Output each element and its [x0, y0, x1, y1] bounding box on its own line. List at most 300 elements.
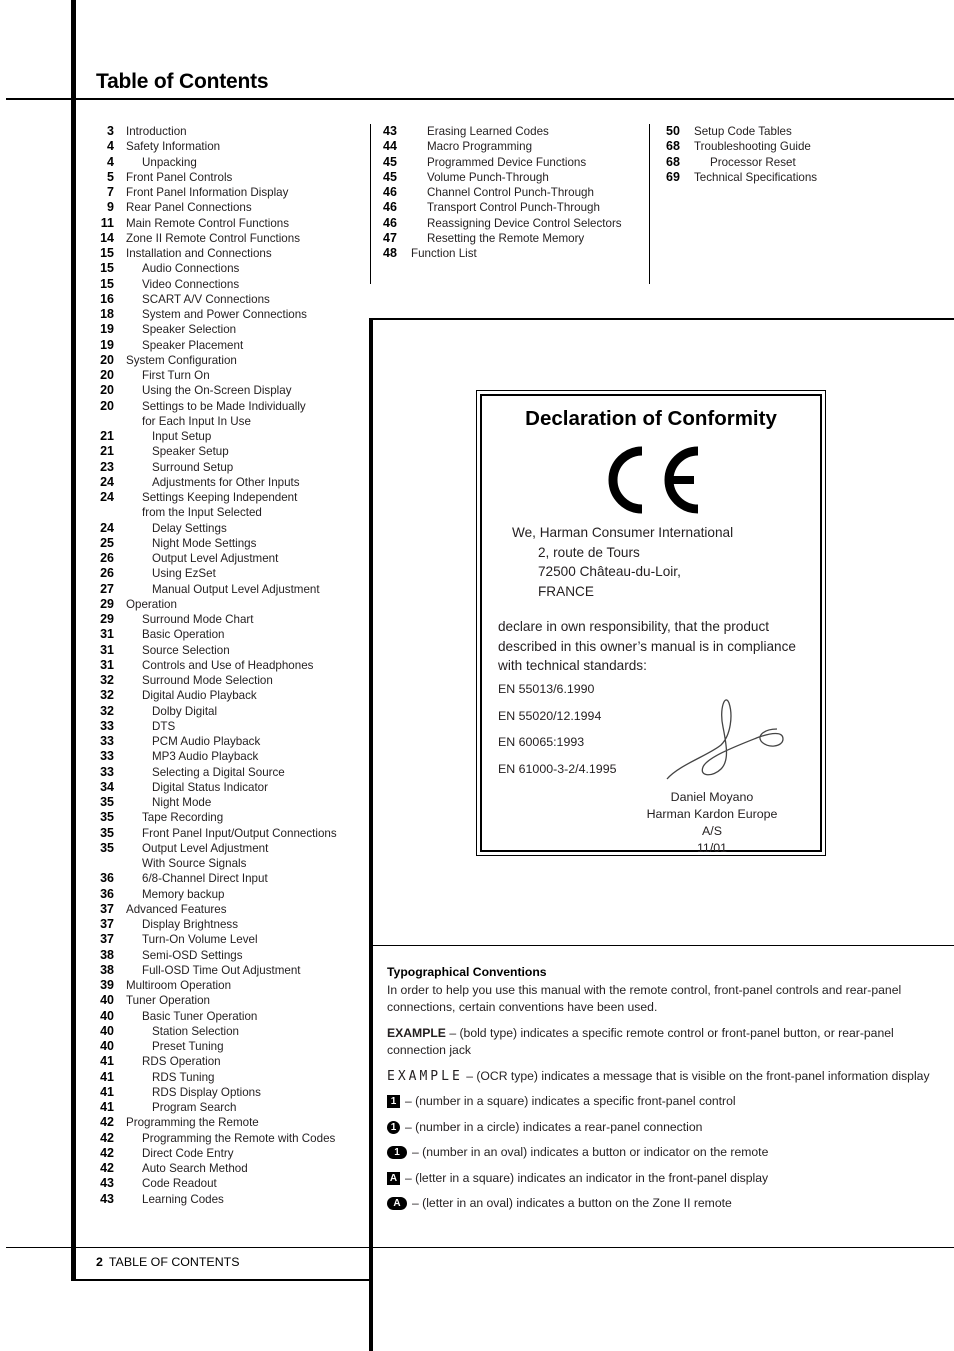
convention-symbol-circle-icon: 1: [387, 1121, 400, 1134]
toc-title: Setup Code Tables: [694, 125, 792, 138]
toc-title: Audio Connections: [142, 262, 240, 276]
toc-title: Code Readout: [142, 1177, 217, 1191]
toc-page-number: 35: [100, 840, 114, 855]
toc-entry: [94, 643, 364, 658]
footer-label: TABLE OF CONTENTS: [108, 1255, 240, 1269]
toc-title: Macro Programming: [427, 140, 533, 154]
toc-page-number: 15: [100, 261, 114, 276]
toc-entry: [94, 124, 364, 139]
toc-title: System Configuration: [126, 353, 237, 367]
toc-page-number: 34: [100, 779, 114, 794]
toc-entry: [94, 1009, 364, 1024]
declaration-statement: [498, 617, 796, 676]
toc-page-number: 33: [100, 734, 114, 748]
toc-title: Output Level Adjustment: [152, 552, 279, 565]
toc-title: Introduction: [126, 125, 187, 138]
toc-title: Speaker Selection: [142, 323, 237, 337]
toc-page-number: 4: [107, 154, 114, 169]
toc-title: RDS Tuning: [152, 1070, 215, 1084]
toc-page-number: 4: [107, 139, 114, 154]
ocr-example-desc: – (OCR type) indicates a message that is visible on the front-panel information display: [466, 1068, 930, 1083]
toc-entry: [94, 307, 364, 322]
signatory-name: Daniel Moyano: [670, 790, 754, 804]
toc-entry: [94, 719, 364, 734]
toc-title: RDS Operation: [142, 1055, 221, 1069]
toc-title: Manual Output Level Adjustment: [152, 582, 320, 596]
toc-entry: [94, 261, 364, 276]
toc-title: Installation and Connections: [126, 247, 272, 260]
convention-item: [387, 1115, 932, 1141]
toc-title: Full-OSD Time Out Adjustment: [142, 963, 301, 977]
toc-page-number: 21: [100, 429, 114, 443]
declaration-title: Declaration of Conformity: [525, 407, 777, 430]
toc-page-number: 19: [100, 337, 114, 352]
toc-title: Settings Keeping Independent: [142, 491, 298, 504]
toc-entry: [94, 292, 364, 307]
toc-entry: [94, 490, 364, 505]
toc-page-number: 48: [383, 246, 397, 260]
toc-title: Surround Setup: [152, 460, 234, 474]
standard-item: EN 55013/6.1990: [498, 682, 595, 696]
convention-symbol-oval-icon: A: [387, 1197, 407, 1210]
toc-entry: [94, 277, 364, 292]
toc-page-number: 36: [100, 886, 114, 901]
toc-entry: [94, 460, 364, 475]
toc-title: Technical Specifications: [694, 170, 818, 184]
toc-page-number: 50: [666, 124, 680, 138]
toc-entry: [383, 185, 643, 200]
col-divider-2: [649, 124, 650, 284]
toc-page-number: 31: [100, 642, 114, 657]
toc-page-number: 69: [666, 169, 680, 184]
toc-title: Turn-On Volume Level: [142, 933, 258, 947]
footer-page-number: 2: [96, 1255, 103, 1269]
toc-entry: [94, 536, 364, 551]
toc-title: Programming the Remote with Codes: [142, 1131, 336, 1145]
toc-title: Video Connections: [142, 277, 240, 291]
statement-line: with technical standards:: [498, 658, 647, 673]
toc-title: First Turn On: [142, 369, 210, 382]
toc-title: Function List: [411, 247, 477, 260]
signatory-date: 11/01: [696, 841, 728, 855]
toc-entry: [94, 826, 364, 841]
toc-title: Preset Tuning: [152, 1040, 224, 1053]
toc-page-number: 27: [100, 581, 114, 596]
toc-entry: [94, 414, 364, 429]
toc-page-number: 41: [100, 1054, 114, 1069]
toc-entry: [94, 841, 364, 856]
toc-title: Semi-OSD Settings: [142, 948, 243, 962]
typo-bold-example: [387, 1025, 932, 1060]
toc-entry: [94, 993, 364, 1008]
toc-title: Programming the Remote: [126, 1116, 259, 1130]
toc-entry: [94, 170, 364, 185]
toc-page-number: 20: [100, 352, 114, 367]
toc-entry: [94, 887, 364, 902]
toc-title: Source Selection: [142, 643, 230, 657]
page-footer: [96, 1255, 239, 1269]
toc-entry: [94, 597, 364, 612]
convention-desc: – (letter in an oval) indicates a button on the Zone II remote: [412, 1196, 732, 1210]
toc-title: Troubleshooting Guide: [694, 140, 811, 154]
toc-column-1: [94, 124, 364, 1207]
convention-desc: – (letter in a square) indicates an indicator in the front-panel display: [405, 1170, 769, 1185]
footer-rule: [6, 1247, 954, 1248]
toc-title: Selecting a Digital Source: [152, 765, 285, 779]
footer-bottom-rule: [71, 1279, 371, 1281]
toc-title: Controls and Use of Headphones: [142, 658, 314, 672]
toc-page-number: 41: [100, 1084, 114, 1099]
toc-entry: [94, 795, 364, 810]
toc-page-number: 7: [107, 185, 114, 199]
toc-title: Direct Code Entry: [142, 1146, 234, 1160]
toc-page-number: 46: [383, 185, 397, 199]
toc-page-number: 37: [100, 917, 114, 931]
toc-entry: [94, 1146, 364, 1161]
toc-entry: [94, 231, 364, 246]
standard-item: EN 60065:1993: [498, 735, 585, 749]
toc-page-number: 18: [100, 307, 114, 321]
toc-page-number: 15: [100, 276, 114, 291]
toc-entry: [94, 338, 364, 353]
toc-entry: [94, 765, 364, 780]
toc-title: Adjustments for Other Inputs: [152, 475, 300, 489]
toc-title: Resetting the Remote Memory: [427, 231, 585, 245]
toc-page-number: 47: [383, 230, 397, 245]
toc-title: Settings to be Made Individually: [142, 399, 306, 413]
toc-page-number: 43: [383, 124, 397, 138]
address-line: We, Harman Consumer International: [512, 525, 734, 540]
toc-entry: [94, 246, 364, 261]
convention-desc: – (number in an oval) indicates a button or indicator on the remote: [412, 1145, 769, 1159]
declaration-box: [476, 390, 826, 856]
toc-page-number: 20: [100, 383, 114, 398]
toc-entry: [94, 856, 364, 871]
toc-title: Basic Tuner Operation: [142, 1009, 258, 1023]
toc-entry: [94, 1024, 364, 1039]
statement-line: described in this owner’s manual is in compliance: [498, 638, 796, 654]
toc-page-number: 3: [107, 124, 114, 138]
toc-page-number: 37: [100, 901, 114, 916]
toc-entry: [94, 1115, 364, 1130]
toc-entry: [383, 155, 643, 170]
convention-symbol-square-icon: A: [387, 1172, 400, 1185]
toc-title: MP3 Audio Playback: [152, 750, 259, 764]
toc-title: Transport Control Punch-Through: [427, 201, 600, 215]
toc-title: Safety Information: [126, 140, 221, 154]
convention-symbol-oval-icon: 1: [387, 1146, 407, 1159]
toc-page-number: 36: [100, 871, 114, 886]
toc-title: Programmed Device Functions: [427, 155, 587, 169]
ocr-example-word: EXAMPLE: [387, 1068, 463, 1084]
toc-entry: [94, 582, 364, 597]
toc-entry: [94, 963, 364, 978]
toc-page-number: 42: [100, 1130, 114, 1145]
toc-page-number: 42: [100, 1145, 114, 1160]
toc-title: Tape Recording: [142, 811, 224, 825]
toc-entry: [94, 1192, 364, 1207]
convention-desc: – (number in a square) indicates a specific front-panel control: [405, 1094, 736, 1108]
toc-title: Dolby Digital: [152, 704, 218, 718]
page-title: Table of Contents: [96, 70, 269, 93]
toc-entry: [94, 627, 364, 642]
toc-page-number: 44: [383, 139, 397, 154]
toc-title: Speaker Setup: [152, 445, 229, 459]
declaration-address: [512, 523, 733, 601]
toc-entry: [94, 673, 364, 688]
toc-title: PCM Audio Playback: [152, 735, 261, 748]
toc-title: Input Setup: [152, 430, 212, 443]
toc-title: from the Input Selected: [142, 506, 262, 520]
toc-title: Digital Status Indicator: [152, 780, 268, 794]
toc-page-number: 32: [100, 703, 114, 718]
toc-page-number: 14: [100, 230, 114, 245]
toc-title: Delay Settings: [152, 521, 227, 535]
signatory-block: [637, 789, 787, 857]
toc-title: Night Mode: [152, 796, 212, 809]
toc-entry: [94, 658, 364, 673]
toc-title: Processor Reset: [710, 155, 796, 169]
toc-title: RDS Display Options: [152, 1085, 261, 1099]
toc-entry: [94, 444, 364, 459]
toc-page-number: 33: [100, 718, 114, 733]
ce-mark-icon: [605, 445, 705, 515]
toc-page-number: 35: [100, 810, 114, 825]
toc-title: Reassigning Device Control Selectors: [427, 216, 622, 230]
toc-page-number: 23: [100, 459, 114, 474]
toc-page-number: 33: [100, 749, 114, 764]
toc-page-number: 43: [100, 1176, 114, 1191]
toc-title: Advanced Features: [126, 902, 227, 916]
convention-item: [387, 1140, 932, 1166]
toc-title: Erasing Learned Codes: [427, 125, 549, 138]
convention-list: [387, 1089, 932, 1217]
toc-page-number: 40: [100, 1008, 114, 1023]
toc-entry: [94, 551, 364, 566]
toc-title: Using EzSet: [152, 567, 216, 581]
toc-title: Surround Mode Chart: [142, 613, 254, 626]
toc-entry: [94, 780, 364, 795]
toc-title: Basic Operation: [142, 628, 225, 642]
toc-entry: [94, 704, 364, 719]
toc-page-number: 38: [100, 947, 114, 962]
toc-column-3: [666, 124, 946, 185]
standard-item: EN 55020/12.1994: [498, 709, 602, 723]
toc-page-number: 45: [383, 169, 397, 184]
toc-entry: [94, 1070, 364, 1085]
convention-item: [387, 1166, 932, 1192]
toc-entry: [94, 978, 364, 993]
toc-entry: [94, 1100, 364, 1115]
signature-icon: [659, 695, 789, 785]
toc-entry: [94, 1085, 364, 1100]
toc-entry: [94, 383, 364, 398]
toc-entry: [94, 216, 364, 231]
toc-title: Rear Panel Connections: [126, 201, 252, 215]
toc-entry: [94, 353, 364, 368]
left-vertical-bar: [71, 0, 76, 1281]
toc-entry: [94, 1161, 364, 1176]
toc-page-number: 40: [100, 1039, 114, 1053]
right-top-rule: [369, 318, 954, 320]
bold-example-desc: – (bold type) indicates a specific remote control or front-panel button, or rear-panel connection jack: [387, 1025, 894, 1057]
toc-title: Speaker Placement: [142, 338, 244, 352]
typo-intro: In order to help you use this manual with the remote control, front-panel controls and rear-panel connections, certain conventions have been used.: [387, 982, 902, 1014]
toc-page-number: 41: [100, 1100, 114, 1114]
toc-page-number: 24: [100, 474, 114, 489]
convention-symbol-square-icon: 1: [387, 1095, 400, 1108]
toc-entry: [383, 246, 643, 261]
toc-page-number: 37: [100, 932, 114, 947]
toc-entry: [383, 139, 643, 154]
toc-page-number: 24: [100, 490, 114, 504]
toc-title: Station Selection: [152, 1024, 240, 1038]
toc-title: With Source Signals: [142, 857, 247, 870]
toc-title: for Each Input In Use: [142, 414, 251, 428]
toc-title: Front Panel Information Display: [126, 186, 289, 199]
toc-title: Learning Codes: [142, 1192, 224, 1206]
toc-page-number: 29: [100, 612, 114, 626]
address-line: 72500 Château-du-Loir,: [538, 564, 681, 579]
toc-page-number: 15: [100, 246, 114, 260]
toc-entry: [666, 124, 946, 139]
center-vertical-bar: [369, 319, 373, 1351]
toc-page-number: 19: [100, 322, 114, 337]
toc-entry: [94, 688, 364, 703]
toc-title: Night Mode Settings: [152, 536, 257, 550]
toc-page-number: 45: [383, 154, 397, 169]
toc-title: Front Panel Controls: [126, 170, 233, 184]
toc-entry: [383, 124, 643, 139]
toc-entry: [94, 475, 364, 490]
toc-page-number: 26: [100, 551, 114, 565]
toc-entry: [94, 399, 364, 414]
toc-entry: [94, 200, 364, 215]
toc-page-number: 41: [100, 1069, 114, 1084]
toc-entry: [94, 917, 364, 932]
toc-page-number: 46: [383, 200, 397, 215]
toc-entry: [94, 932, 364, 947]
toc-entry: [383, 216, 643, 231]
toc-title: System and Power Connections: [142, 308, 307, 321]
toc-page-number: 11: [100, 215, 114, 230]
toc-page-number: 42: [100, 1115, 114, 1130]
toc-title: Digital Audio Playback: [142, 689, 257, 703]
toc-title: Memory backup: [142, 887, 225, 901]
toc-entry: [94, 155, 364, 170]
typo-heading: Typographical Conventions: [387, 965, 547, 979]
toc-page-number: 24: [100, 520, 114, 535]
address-line: 2, route de Tours: [538, 544, 640, 560]
bold-example-word: EXAMPLE: [387, 1025, 446, 1040]
toc-entry: [94, 902, 364, 917]
toc-title: DTS: [152, 719, 176, 733]
typo-top-rule: [373, 945, 954, 946]
toc-page-number: 32: [100, 688, 114, 703]
toc-entry: [94, 368, 364, 383]
toc-title: Program Search: [152, 1101, 237, 1114]
toc-entry: [383, 200, 643, 215]
toc-page-number: 35: [100, 825, 114, 840]
toc-page-number: 31: [100, 657, 114, 672]
toc-page-number: 16: [100, 291, 114, 306]
toc-entry: [94, 185, 364, 200]
toc-title: Main Remote Control Functions: [126, 216, 290, 230]
toc-title: Surround Mode Selection: [142, 674, 273, 687]
statement-line: declare in own responsibility, that the product: [498, 619, 770, 634]
toc-entry: [94, 1131, 364, 1146]
toc-entry: [94, 749, 364, 764]
toc-page-number: 9: [107, 200, 114, 215]
toc-page-number: 31: [100, 627, 114, 642]
toc-title: Display Brightness: [142, 918, 239, 931]
toc-page-number: 32: [100, 673, 114, 687]
toc-title: Auto Search Method: [142, 1162, 248, 1175]
toc-page-number: 43: [100, 1191, 114, 1206]
toc-title: Operation: [126, 597, 177, 611]
toc-title: Front Panel Input/Output Connections: [142, 826, 337, 840]
toc-title: Using the On-Screen Display: [142, 384, 292, 398]
toc-page-number: 20: [100, 398, 114, 413]
typo-ocr-example: [387, 1068, 932, 1086]
signatory-company: Harman Kardon Europe A/S: [646, 807, 778, 838]
toc-entry: [94, 1176, 364, 1191]
toc-entry: [666, 155, 946, 170]
toc-entry: [666, 170, 946, 185]
toc-page-number: 38: [100, 962, 114, 977]
address-line: FRANCE: [538, 583, 594, 599]
toc-entry: [94, 612, 364, 627]
toc-title: Zone II Remote Control Functions: [126, 231, 300, 245]
toc-page-number: 68: [666, 139, 680, 154]
convention-item: [387, 1089, 932, 1115]
toc-page-number: 35: [100, 795, 114, 809]
standard-item: EN 61000-3-2/4.1995: [498, 762, 617, 776]
toc-entry: [94, 948, 364, 963]
toc-title: Tuner Operation: [126, 994, 210, 1008]
toc-entry: [94, 322, 364, 337]
toc-page-number: 42: [100, 1161, 114, 1175]
toc-page-number: 21: [100, 444, 114, 459]
toc-page-number: 40: [100, 993, 114, 1008]
toc-title: Channel Control Punch-Through: [427, 186, 594, 199]
toc-title: Volume Punch-Through: [427, 170, 549, 184]
toc-page-number: 33: [100, 764, 114, 779]
toc-page-number: 46: [383, 215, 397, 230]
toc-entry: [94, 871, 364, 886]
toc-entry: [94, 1039, 364, 1054]
header-rule: [6, 98, 954, 100]
toc-title: 6/8-Channel Direct Input: [142, 872, 268, 886]
toc-page-number: 25: [100, 535, 114, 550]
toc-page-number: 26: [100, 566, 114, 581]
toc-entry: [666, 139, 946, 154]
toc-entry: [383, 231, 643, 246]
toc-page-number: 5: [107, 169, 114, 184]
toc-column-2: [383, 124, 643, 261]
toc-title: Unpacking: [142, 155, 197, 169]
toc-entry: [94, 139, 364, 154]
toc-page-number: 68: [666, 154, 680, 169]
typographical-conventions: [387, 964, 932, 1217]
toc-entry: [94, 1054, 364, 1069]
toc-page-number: 20: [100, 368, 114, 382]
toc-page-number: 40: [100, 1023, 114, 1038]
toc-title: Multiroom Operation: [126, 979, 232, 992]
convention-item: [387, 1191, 932, 1217]
toc-entry: [383, 170, 643, 185]
col-divider-1: [370, 124, 371, 284]
